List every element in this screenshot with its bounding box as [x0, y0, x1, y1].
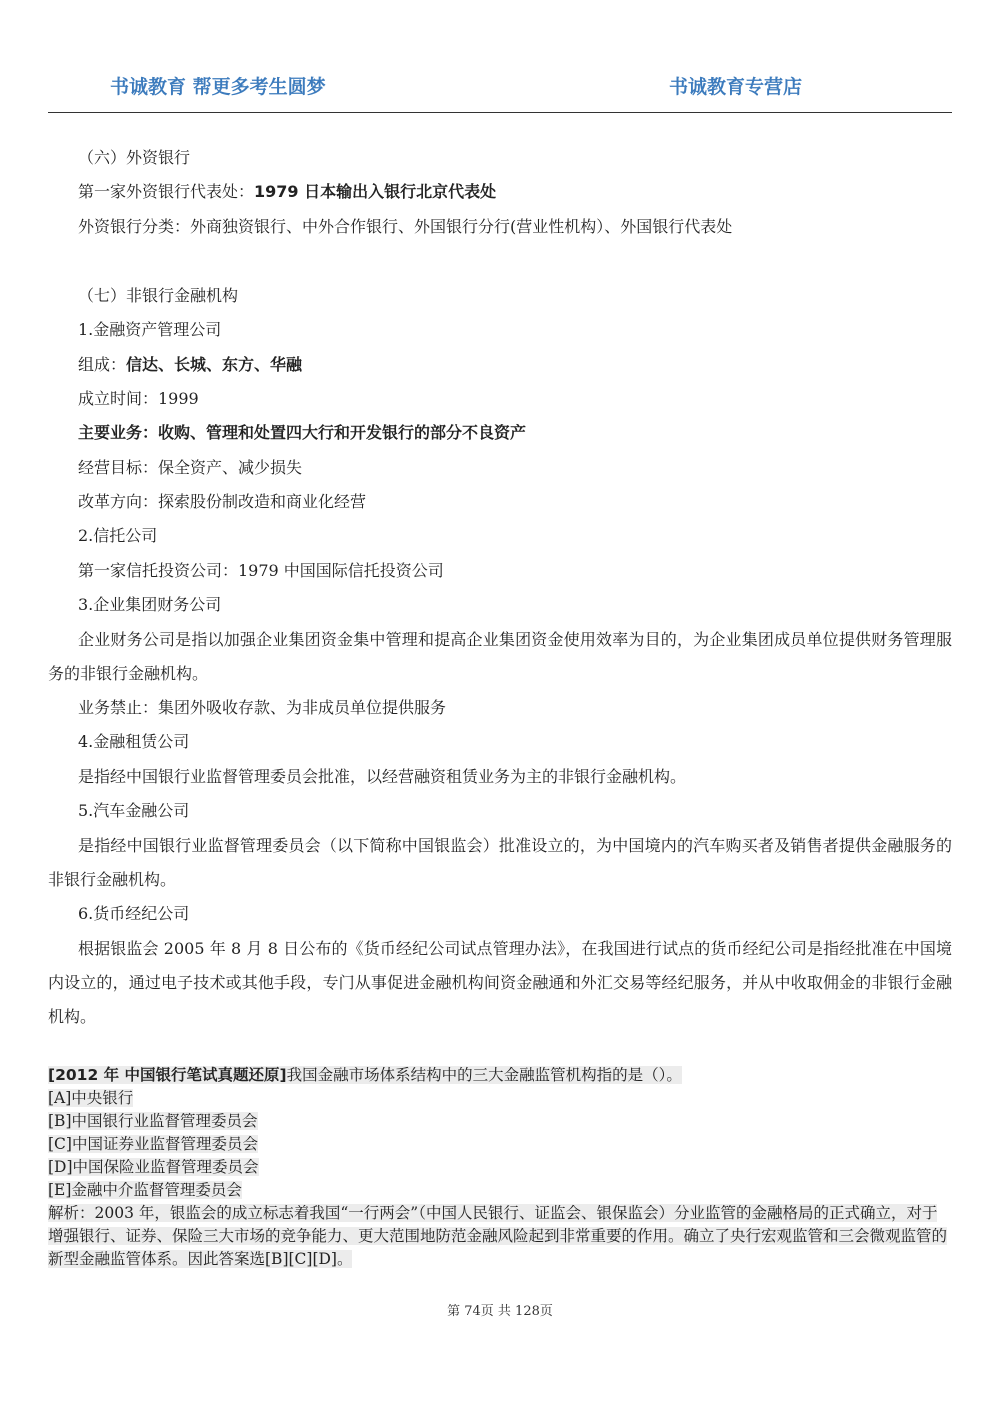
section-6-title: （六）外资银行 [78, 148, 191, 167]
option-d: [D]中国保险业监督管理委员会 [48, 1158, 259, 1176]
first-foreign-rep: 第一家外资银行代表处：1979 日本输出入银行北京代表处 [78, 182, 497, 201]
item-5-title: 5.汽车金融公司 [78, 801, 190, 820]
item-1-founded: 成立时间：1999 [78, 389, 199, 408]
item-4-description: 是指经中国银行业监督管理委员会批准，以经营融资租赁业务为主的非银行金融机构。 [78, 767, 687, 786]
item-1-business: 主要业务：收购、管理和处置四大行和开发银行的部分不良资产 [78, 423, 527, 442]
item-3-title: 3.企业集团财务公司 [78, 595, 222, 614]
item-1-composition: 组成：信达、长城、东方、华融 [78, 355, 303, 374]
item-3-description: 企业财务公司是指以加强企业集团资金集中管理和提高企业集团资金使用效率为目的，为企业集团成员单位提供财务管理服务的非银行金融机构。 [48, 630, 952, 683]
header-store-name: 书诚教育专营店 [668, 76, 802, 98]
question-stem: [2012 年 中国银行笔试真题还原]我国金融市场体系结构中的三大金融监管机构指的是（）。 [48, 1066, 682, 1084]
page-header [48, 64, 952, 113]
item-2-first: 第一家信托投资公司：1979 中国国际信托投资公司 [78, 561, 444, 580]
page-footer: 第 74页 共 128页 [447, 1304, 553, 1319]
item-1-goal: 经营目标：保全资产、减少损失 [78, 458, 303, 477]
item-4-title: 4.金融租赁公司 [78, 732, 190, 751]
item-3-ban: 业务禁止：集团外吸收存款、为非成员单位提供服务 [78, 698, 447, 717]
exam-question [48, 1064, 952, 1271]
option-b: [B]中国银行业监督管理委员会 [48, 1112, 258, 1130]
item-6-description: 根据银监会 2005 年 8 月 8 日公布的《货币经纪公司试点管理办法》，在我国进行试点的货币经纪公司是指经批准在中国境内设立的，通过电子技术或其他手段，专门从事促进金融机构间资金融通和外汇交易等经纪服务，并从中收取佣金的非银行金融机构。 [48, 939, 952, 1026]
option-c: [C]中国证券业监督管理委员会 [48, 1135, 258, 1153]
item-5-description: 是指经中国银行业监督管理委员会（以下简称中国银监会）批准设立的，为中国境内的汽车购买者及销售者提供金融服务的非银行金融机构。 [48, 836, 952, 889]
question-analysis: 解析：2003 年，银监会的成立标志着我国“一行两会”（中国人民银行、证监会、银保监会）分业监管的金融格局的正式确立，对于增强银行、证券、保险三大市场的竞争能力、更大范围地防范金融风险起到非常重要的作用。确立了央行宏观监管和三会微观监管的新型金融监管体系。因此答案选[B][C][D]。 [48, 1204, 948, 1268]
item-2-title: 2.信托公司 [78, 526, 158, 545]
item-1-reform: 改革方向：探索股份制改造和商业化经营 [78, 492, 367, 511]
item-1-title: 1.金融资产管理公司 [78, 320, 222, 339]
header-slogan: 书诚教育 帮更多考生圆梦 [110, 76, 326, 98]
item-6-title: 6.货币经纪公司 [78, 904, 190, 923]
option-e: [E]金融中介监督管理委员会 [48, 1181, 242, 1199]
option-a: [A]中央银行 [48, 1089, 134, 1107]
section-7-title: （七）非银行金融机构 [78, 286, 239, 305]
foreign-bank-classification: 外资银行分类：外商独资银行、中外合作银行、外国银行分行(营业性机构）、外国银行代表处 [78, 217, 733, 236]
